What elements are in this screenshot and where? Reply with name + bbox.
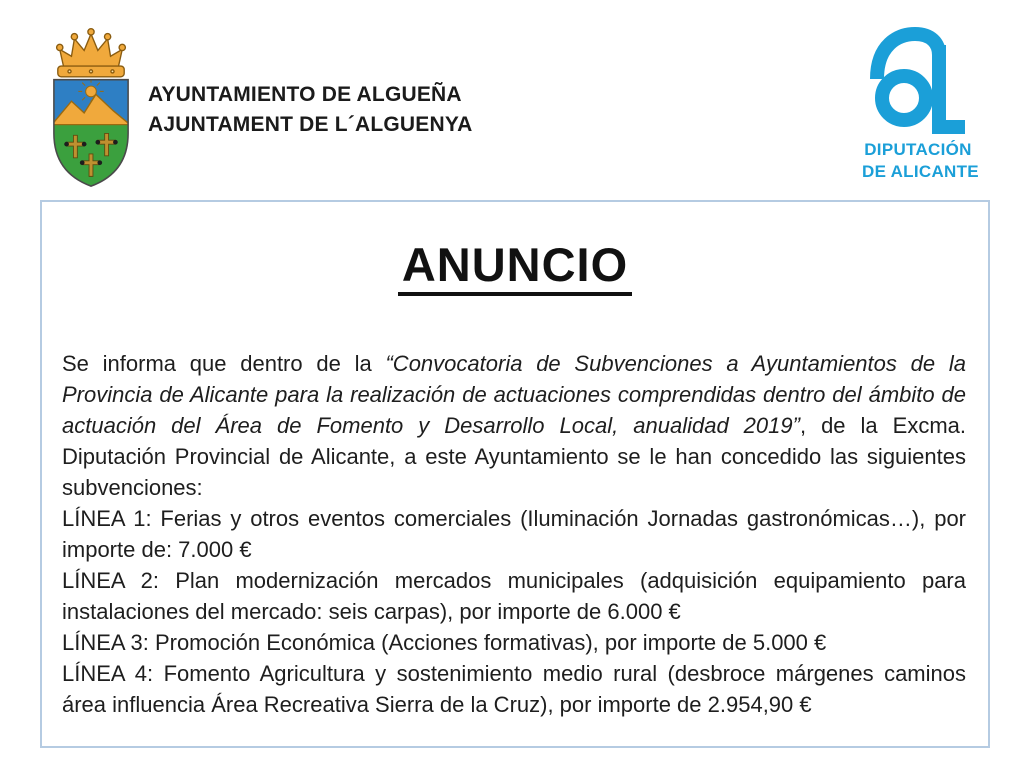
grant-line-3: LÍNEA 3: Promoción Económica (Acciones formativas), por importe de 5.000 € xyxy=(62,630,827,656)
alguena-coat-of-arms-icon xyxy=(42,26,140,192)
announcement-body xyxy=(62,348,966,720)
announcement-box xyxy=(40,200,990,748)
org-names xyxy=(148,80,472,140)
intro-paragraph xyxy=(62,348,966,503)
coat-of-arms-svg xyxy=(42,26,140,192)
org-name-spanish: AYUNTAMIENTO DE ALGUEÑA xyxy=(148,83,462,106)
diputacion-alicante-logo xyxy=(862,27,979,183)
diputacion-monogram-icon xyxy=(868,27,968,134)
intro-post: , de la Excma. Diputación Provincial de Alicante, a este Ayuntamiento se le han concedido las siguientes subvenciones: xyxy=(62,413,967,501)
grant-line-2: LÍNEA 2: Plan modernización mercados municipales (adquisición equipamiento para instalaciones del mercado: seis carpas), por importe de 6.000 € xyxy=(62,568,966,625)
diputacion-wordmark xyxy=(862,139,979,183)
title-wrap xyxy=(42,240,988,296)
grant-line-4: LÍNEA 4: Fomento Agricultura y sostenimiento medio rural (desbroce márgenes caminos área influencia Área Recreativa Sierra de la Cruz), por importe de 2.954,90 € xyxy=(62,661,966,718)
page-title: ANUNCIO xyxy=(398,240,632,296)
diputacion-line2: DE ALICANTE xyxy=(862,162,979,181)
intro-pre: Se informa que dentro de la xyxy=(62,351,386,377)
diputacion-line1: DIPUTACIÓN xyxy=(864,140,972,159)
intro-quoted: “Convocatoria de Subvenciones a Ayuntamientos de la Provincia de Alicante para la realización de actuaciones comprendidas dentro del ámbito de actuación del Área de Fomento y Desarrollo Local, anualidad 2019” xyxy=(62,351,966,439)
grant-line-1: LÍNEA 1: Ferias y otros eventos comerciales (Iluminación Jornadas gastronómicas…), por importe de: 7.000 € xyxy=(62,506,966,563)
org-name-valencian: AJUNTAMENT DE L´ALGUENYA xyxy=(148,113,473,136)
